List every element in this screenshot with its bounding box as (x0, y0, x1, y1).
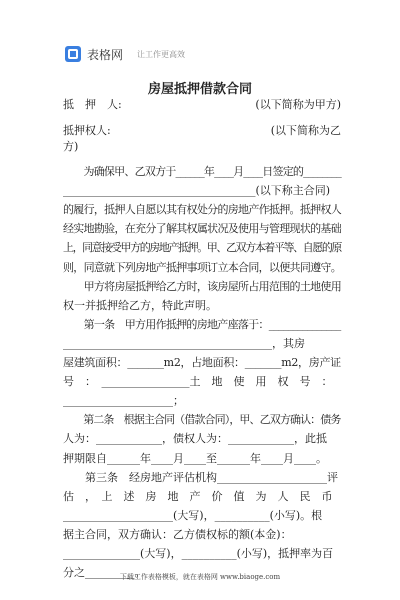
body-line: 分之_________。 (63, 566, 146, 580)
body-line: ______________________________________，其房 (63, 336, 305, 350)
body-line: 屋建筑面积：_______m2，占地面积：_______m2，房产证 (63, 356, 341, 369)
document-title: 房屋抵押借款合同 (147, 82, 252, 97)
mortgagor-note: (以下简称为甲方) (255, 98, 341, 111)
brand-header (65, 44, 185, 64)
body-line: 为确保甲、乙双方于______年____月____日签定的________ (63, 165, 341, 178)
body-line: 号 ： ________________土 地 使 用 权 号 ： (63, 375, 333, 389)
mortgagee-row (63, 124, 341, 138)
body-line: 的履行，抵押人自愿以其有权处分的房地产作抵押。抵押权人 (63, 203, 341, 217)
mortgagee-note-cont: 方) (63, 140, 79, 153)
mortgagee-label: 抵押权人: (63, 124, 111, 137)
body-line: 据主合同，双方确认：乙方债权标的额(本金)： (63, 527, 292, 541)
mortgagee-note: (以下简称为乙 (270, 124, 341, 137)
body-line: 押期限自______年____月____至______年____月____。 (63, 451, 327, 465)
brand-slogan: 让工作更高效 (137, 49, 186, 59)
body-line: ____________________(大写)，__________(小写)。根 (63, 508, 323, 522)
body-line: 权一并抵押给乙方，特此声明。 (63, 298, 217, 312)
body-line: 第三条 经房地产评估机构____________________评 (63, 470, 338, 484)
mortgagor-row (63, 98, 341, 112)
body-line: 经实地勘验，在充分了解其权属状况及使用与管理现状的基础 (63, 222, 341, 236)
logo-icon (65, 46, 81, 62)
body-line: 第二条 根据主合同（借款合同），甲、乙双方确认：债务 (63, 413, 341, 427)
body-line: 人为：____________，债权人为：____________，此抵 (63, 432, 327, 446)
body-line: 估 ， 上 述 房 地 产 价 值 为 人 民 币 (63, 489, 333, 503)
body-line: 上，同意接受甲方的房地产抵押。甲、乙双方本着平等、自愿的原 (63, 241, 341, 255)
mortgagor-label: 抵 押 人: (63, 98, 122, 111)
footer-text: 下载工作表格模板，就在表格网 www.biaoge.com (119, 573, 281, 581)
body-line: ______________(大写)，__________(小写)，抵押率为百 (63, 547, 334, 560)
brand-name: 表格网 (87, 47, 124, 62)
body-line: 则，同意就下列房地产抵押事项订立本合同，以便共同遵守。 (63, 260, 341, 274)
body-line: ___________________________________(以下称主合同) (63, 184, 331, 198)
body-line: 第一条 甲方用作抵押的房地产座落于：_______________ (63, 317, 341, 331)
body-line: ____________________； (63, 394, 184, 408)
body-line: 甲方将房屋抵押给乙方时，该房屋所占用范围的土地使用 (63, 279, 341, 293)
